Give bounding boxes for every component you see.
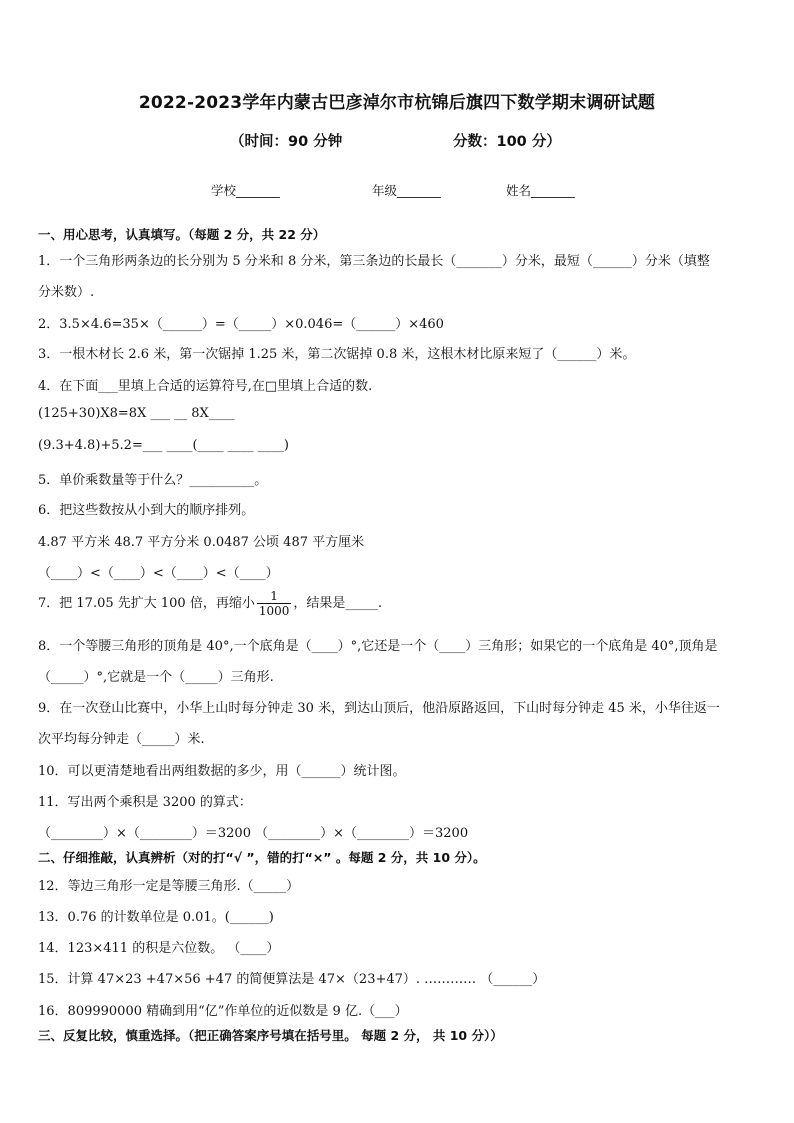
question-16: 16．809990000 精确到用“亿”作单位的近似数是 9 亿.（___） bbox=[38, 1004, 408, 1019]
question-4-part-b: (9.3+4.8)+5.2=___ ____(____ ____ ____) bbox=[38, 438, 289, 453]
question-7 bbox=[38, 589, 758, 618]
question-7-prefix: 7．把 17.05 先扩大 100 倍，再缩小 bbox=[38, 596, 255, 611]
section1-heading: 一、用心思考，认真填写。（每题 2 分，共 22 分） bbox=[38, 227, 326, 242]
question-5: 5．单价乘数量等于什么？__________。 bbox=[38, 473, 268, 488]
question-7-suffix: ，结果是_____. bbox=[293, 596, 383, 611]
question-1-line1: 1．一个三角形两条边的长分别为 5 分米和 8 分米，第三条边的长最长（_______）分米，最短（______）分米（填整 bbox=[38, 254, 710, 269]
name-field: 姓名_______ bbox=[506, 183, 575, 198]
question-14: 14．123×411 的积是六位数。 （____） bbox=[38, 941, 280, 956]
question-15: 15．计算 47×23 +47×56 +47 的简便算法是 47×（23+47）. ………… （______） bbox=[38, 972, 546, 987]
school-field: 学校_______ bbox=[211, 183, 280, 198]
question-11: 11．写出两个乘积是 3200 的算式： bbox=[38, 795, 252, 810]
score-label: 分数：100 分） bbox=[453, 134, 561, 150]
question-13: 13．0.76 的计数单位是 0.01。(______) bbox=[38, 910, 274, 925]
question-3: 3．一根木材长 2.6 米，第一次锯掉 1.25 米，第二次锯掉 0.8 米，这根木材比原来短了（______）米。 bbox=[38, 347, 636, 362]
question-9-line1: 9．在一次登山比赛中，小华上山时每分钟走 30 米，到达山顶后，他沿原路返回，下山时每分钟走 45 米，小华往返一 bbox=[38, 701, 720, 716]
page-title: 2022-2023学年内蒙古巴彦淖尔市杭锦后旗四下数学期末调研试题 bbox=[138, 93, 656, 113]
question-9-line2: 次平均每分钟走（_____）米. bbox=[38, 732, 205, 747]
question-6-blanks: （____）<（____）<（____）<（____） bbox=[38, 566, 279, 581]
fraction bbox=[257, 589, 292, 618]
question-4-part-a: (125+30)X8=8X ___ __ 8X____ bbox=[38, 406, 235, 421]
question-1-line2: 分米数）. bbox=[38, 285, 95, 300]
question-6-items: 4.87 平方米 48.7 平方分米 0.0487 公顷 487 平方厘米 bbox=[38, 535, 365, 550]
question-12: 12．等边三角形一定是等腰三角形.（_____） bbox=[38, 879, 300, 894]
question-2: 2．3.5×4.6=35×（______）=（_____）×0.046=（______）×460 bbox=[38, 317, 444, 332]
question-8-line1: 8．一个等腰三角形的顶角是 40°,一个底角是（____）°,它还是一个（____）三角形；如果它的一个底角是 40°,顶角是 bbox=[38, 639, 718, 654]
section3-heading: 三、反复比较，慎重选择。（把正确答案序号填在括号里。 每题 2 分， 共 10 分）） bbox=[38, 1028, 503, 1043]
fraction-denominator: 1000 bbox=[258, 604, 290, 618]
question-10: 10．可以更清楚地看出两组数据的多少，用（______）统计图。 bbox=[38, 764, 406, 779]
section2-heading: 二、仔细推敲，认真辨析（对的打“√ ”，错的打“×” 。每题 2 分，共 10 分）。 bbox=[38, 850, 486, 865]
question-6: 6．把这些数按从小到大的顺序排列。 bbox=[38, 503, 255, 518]
question-11-blanks: （________）×（________）＝3200 （________）×（________）＝3200 bbox=[38, 826, 469, 841]
fraction-numerator: 1 bbox=[257, 589, 292, 604]
grade-field: 年级_______ bbox=[372, 183, 441, 198]
time-label: （时间：90 分钟 bbox=[230, 134, 343, 150]
question-8-line2: （_____）°,它就是一个（_____）三角形. bbox=[38, 670, 274, 685]
question-4: 4．在下面___里填上合适的运算符号,在□里填上合适的数. bbox=[38, 379, 373, 394]
